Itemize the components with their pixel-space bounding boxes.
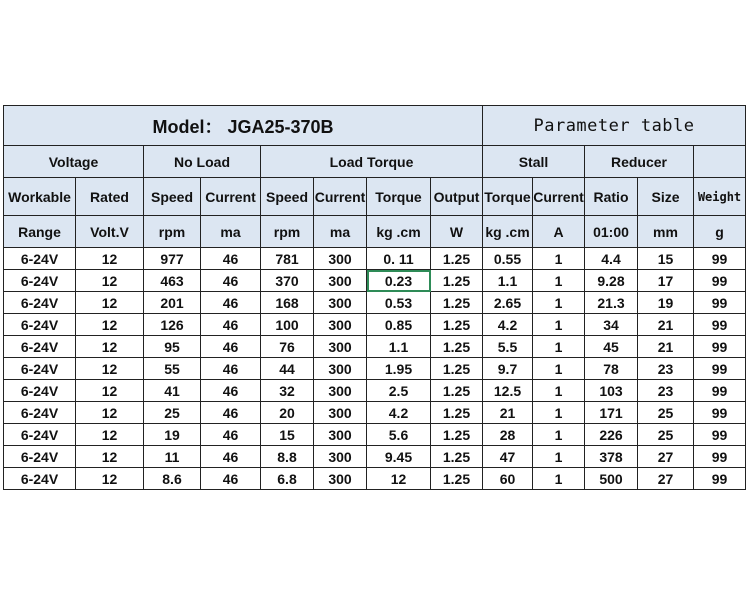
table-cell[interactable]: 1.25 <box>431 380 483 402</box>
table-cell[interactable]: 4.4 <box>585 248 638 270</box>
table-cell[interactable]: 11 <box>144 446 201 468</box>
table-cell[interactable]: 6.8 <box>261 468 314 490</box>
table-cell[interactable]: 1.25 <box>431 292 483 314</box>
table-cell[interactable]: 20 <box>261 402 314 424</box>
table-cell[interactable]: 5.5 <box>483 336 533 358</box>
table-cell[interactable]: 28 <box>483 424 533 446</box>
table-cell[interactable]: 0.53 <box>367 292 431 314</box>
column-header: Current <box>533 178 585 216</box>
table-cell[interactable]: 226 <box>585 424 638 446</box>
table-cell[interactable]: 99 <box>694 424 746 446</box>
table-cell[interactable]: 12 <box>367 468 431 490</box>
table-cell[interactable]: 21 <box>638 314 694 336</box>
column-header: Workable <box>4 178 76 216</box>
table-cell[interactable]: 463 <box>144 270 201 292</box>
column-header: Output <box>431 178 483 216</box>
table-cell[interactable]: 46 <box>201 446 261 468</box>
table-cell[interactable]: 0.23 <box>367 270 431 292</box>
table-cell[interactable]: 60 <box>483 468 533 490</box>
table-cell[interactable]: 21 <box>483 402 533 424</box>
table-cell[interactable]: 300 <box>314 314 367 336</box>
table-cell[interactable]: 1.25 <box>431 314 483 336</box>
table-cell[interactable]: 46 <box>201 402 261 424</box>
table-cell[interactable]: 1 <box>533 358 585 380</box>
table-cell[interactable]: 25 <box>144 402 201 424</box>
table-cell[interactable]: 1.25 <box>431 270 483 292</box>
table-row <box>4 358 746 380</box>
table-cell[interactable]: 300 <box>314 468 367 490</box>
table-row <box>4 468 746 490</box>
table-cell[interactable]: 12 <box>76 292 144 314</box>
column-unit: g <box>694 216 746 248</box>
column-unit: Range <box>4 216 76 248</box>
table-cell[interactable]: 6-24V <box>4 402 76 424</box>
table-cell[interactable]: 9.28 <box>585 270 638 292</box>
table-cell[interactable]: 9.7 <box>483 358 533 380</box>
table-cell[interactable]: 99 <box>694 358 746 380</box>
column-unit: kg .cm <box>483 216 533 248</box>
table-cell[interactable]: 300 <box>314 446 367 468</box>
table-cell[interactable]: 27 <box>638 468 694 490</box>
table-row <box>4 292 746 314</box>
table-cell[interactable]: 1.25 <box>431 424 483 446</box>
table-cell[interactable]: 15 <box>638 248 694 270</box>
table-cell[interactable]: 95 <box>144 336 201 358</box>
column-header: Ratio <box>585 178 638 216</box>
table-cell[interactable]: 27 <box>638 446 694 468</box>
table-cell[interactable]: 6-24V <box>4 336 76 358</box>
column-unit: ma <box>201 216 261 248</box>
parameter-table <box>3 105 746 490</box>
table-cell[interactable]: 32 <box>261 380 314 402</box>
table-cell[interactable]: 1 <box>533 314 585 336</box>
table-cell[interactable]: 12 <box>76 468 144 490</box>
column-header: Torque <box>367 178 431 216</box>
table-cell[interactable]: 370 <box>261 270 314 292</box>
table-cell[interactable]: 103 <box>585 380 638 402</box>
table-cell[interactable]: 6-24V <box>4 446 76 468</box>
table-cell[interactable]: 46 <box>201 248 261 270</box>
parameter-table-title: Parameter table <box>483 106 746 146</box>
table-row <box>4 314 746 336</box>
table-row <box>4 424 746 446</box>
table-cell[interactable]: 34 <box>585 314 638 336</box>
table-cell[interactable]: 6-24V <box>4 380 76 402</box>
table-cell[interactable]: 4.2 <box>483 314 533 336</box>
column-unit: Volt.V <box>76 216 144 248</box>
group-no-load: No Load <box>144 146 261 178</box>
table-cell[interactable]: 25 <box>638 402 694 424</box>
table-cell[interactable]: 300 <box>314 358 367 380</box>
table-cell[interactable]: 99 <box>694 292 746 314</box>
table-cell[interactable]: 47 <box>483 446 533 468</box>
table-cell[interactable]: 300 <box>314 380 367 402</box>
table-cell[interactable]: 15 <box>261 424 314 446</box>
table-cell[interactable]: 19 <box>638 292 694 314</box>
table-cell[interactable]: 171 <box>585 402 638 424</box>
table-cell[interactable]: 6-24V <box>4 424 76 446</box>
table-cell[interactable]: 300 <box>314 270 367 292</box>
table-cell[interactable]: 6-24V <box>4 358 76 380</box>
table-cell[interactable]: 1 <box>533 424 585 446</box>
table-cell[interactable]: 1 <box>533 292 585 314</box>
column-unit: ma <box>314 216 367 248</box>
table-cell[interactable]: 1.25 <box>431 248 483 270</box>
table-cell[interactable]: 8.6 <box>144 468 201 490</box>
table-cell[interactable]: 300 <box>314 336 367 358</box>
table-cell[interactable]: 1 <box>533 248 585 270</box>
table-cell[interactable]: 1.1 <box>367 336 431 358</box>
column-header: Speed <box>261 178 314 216</box>
group-stall: Stall <box>483 146 585 178</box>
table-cell[interactable]: 300 <box>314 424 367 446</box>
column-header: Weight <box>694 178 746 216</box>
column-unit: 01:00 <box>585 216 638 248</box>
table-cell[interactable]: 99 <box>694 402 746 424</box>
table-cell[interactable]: 99 <box>694 446 746 468</box>
table-cell[interactable]: 19 <box>144 424 201 446</box>
column-header: Current <box>201 178 261 216</box>
table-cell[interactable]: 46 <box>201 424 261 446</box>
table-cell[interactable]: 12 <box>76 402 144 424</box>
table-cell[interactable]: 21.3 <box>585 292 638 314</box>
table-cell[interactable]: 168 <box>261 292 314 314</box>
table-cell[interactable]: 99 <box>694 336 746 358</box>
table-cell[interactable]: 78 <box>585 358 638 380</box>
table-row <box>4 270 746 292</box>
column-unit: kg .cm <box>367 216 431 248</box>
table-cell[interactable]: 6-24V <box>4 248 76 270</box>
table-cell[interactable]: 6-24V <box>4 314 76 336</box>
table-cell[interactable]: 1 <box>533 468 585 490</box>
table-cell[interactable]: 8.8 <box>261 446 314 468</box>
table-cell[interactable]: 9.45 <box>367 446 431 468</box>
column-header: Torque <box>483 178 533 216</box>
table-cell[interactable]: 1 <box>533 402 585 424</box>
table-cell[interactable]: 46 <box>201 314 261 336</box>
table-cell[interactable]: 378 <box>585 446 638 468</box>
table-cell[interactable]: 201 <box>144 292 201 314</box>
table-cell[interactable]: 4.2 <box>367 402 431 424</box>
table-cell[interactable]: 5.6 <box>367 424 431 446</box>
table-cell[interactable]: 300 <box>314 292 367 314</box>
group-voltage: Voltage <box>4 146 144 178</box>
table-cell[interactable]: 12 <box>76 380 144 402</box>
table-cell[interactable]: 1 <box>533 270 585 292</box>
table-cell[interactable]: 55 <box>144 358 201 380</box>
table-cell[interactable]: 41 <box>144 380 201 402</box>
table-cell[interactable]: 12 <box>76 446 144 468</box>
table-row <box>4 336 746 358</box>
table-cell[interactable]: 44 <box>261 358 314 380</box>
table-cell[interactable]: 1 <box>533 336 585 358</box>
table-cell[interactable]: 0.85 <box>367 314 431 336</box>
table-cell[interactable]: 12 <box>76 336 144 358</box>
table-cell[interactable]: 126 <box>144 314 201 336</box>
table-cell[interactable]: 12 <box>76 248 144 270</box>
table-cell[interactable]: 6-24V <box>4 468 76 490</box>
column-header: Size <box>638 178 694 216</box>
table-cell[interactable]: 46 <box>201 336 261 358</box>
column-header: Current <box>314 178 367 216</box>
column-header: Speed <box>144 178 201 216</box>
group-load-torque: Load Torque <box>261 146 483 178</box>
table-cell[interactable]: 23 <box>638 380 694 402</box>
table-cell[interactable]: 6-24V <box>4 292 76 314</box>
model-title: Model： JGA25-370B <box>4 106 483 146</box>
table-cell[interactable]: 46 <box>201 380 261 402</box>
group-empty <box>694 146 746 178</box>
table-cell[interactable]: 46 <box>201 468 261 490</box>
table-cell[interactable]: 1.25 <box>431 468 483 490</box>
column-unit: A <box>533 216 585 248</box>
table-row <box>4 380 746 402</box>
table-row <box>4 446 746 468</box>
table-cell[interactable]: 6-24V <box>4 270 76 292</box>
table-cell[interactable]: 23 <box>638 358 694 380</box>
table-cell[interactable]: 99 <box>694 380 746 402</box>
table-cell[interactable]: 99 <box>694 270 746 292</box>
table-cell[interactable]: 12 <box>76 314 144 336</box>
table-cell[interactable]: 2.5 <box>367 380 431 402</box>
column-unit: W <box>431 216 483 248</box>
parameter-sheet <box>3 105 746 490</box>
table-cell[interactable]: 99 <box>694 468 746 490</box>
column-header: Rated <box>76 178 144 216</box>
column-unit: rpm <box>261 216 314 248</box>
table-cell[interactable]: 17 <box>638 270 694 292</box>
column-unit: rpm <box>144 216 201 248</box>
table-cell[interactable]: 99 <box>694 248 746 270</box>
table-cell[interactable]: 76 <box>261 336 314 358</box>
group-reducer: Reducer <box>585 146 694 178</box>
table-cell[interactable]: 1 <box>533 380 585 402</box>
table-cell[interactable]: 0. 11 <box>367 248 431 270</box>
table-cell[interactable]: 1.95 <box>367 358 431 380</box>
table-cell[interactable]: 1.25 <box>431 358 483 380</box>
table-cell[interactable]: 1.25 <box>431 446 483 468</box>
table-cell[interactable]: 46 <box>201 358 261 380</box>
table-cell[interactable]: 781 <box>261 248 314 270</box>
table-cell[interactable]: 12 <box>76 270 144 292</box>
table-cell[interactable]: 25 <box>638 424 694 446</box>
table-cell[interactable]: 46 <box>201 292 261 314</box>
table-cell[interactable]: 21 <box>638 336 694 358</box>
table-cell[interactable]: 300 <box>314 248 367 270</box>
table-cell[interactable]: 1 <box>533 446 585 468</box>
table-cell[interactable]: 100 <box>261 314 314 336</box>
table-cell[interactable]: 500 <box>585 468 638 490</box>
table-cell[interactable]: 1.1 <box>483 270 533 292</box>
table-cell[interactable]: 46 <box>201 270 261 292</box>
table-cell[interactable]: 99 <box>694 314 746 336</box>
table-row <box>4 248 746 270</box>
table-cell[interactable]: 1.25 <box>431 402 483 424</box>
table-cell[interactable]: 45 <box>585 336 638 358</box>
table-cell[interactable]: 977 <box>144 248 201 270</box>
table-cell[interactable]: 12.5 <box>483 380 533 402</box>
table-cell[interactable]: 300 <box>314 402 367 424</box>
column-unit: mm <box>638 216 694 248</box>
table-cell[interactable]: 12 <box>76 358 144 380</box>
table-cell[interactable]: 12 <box>76 424 144 446</box>
table-cell[interactable]: 2.65 <box>483 292 533 314</box>
table-row <box>4 402 746 424</box>
table-cell[interactable]: 1.25 <box>431 336 483 358</box>
table-cell[interactable]: 0.55 <box>483 248 533 270</box>
